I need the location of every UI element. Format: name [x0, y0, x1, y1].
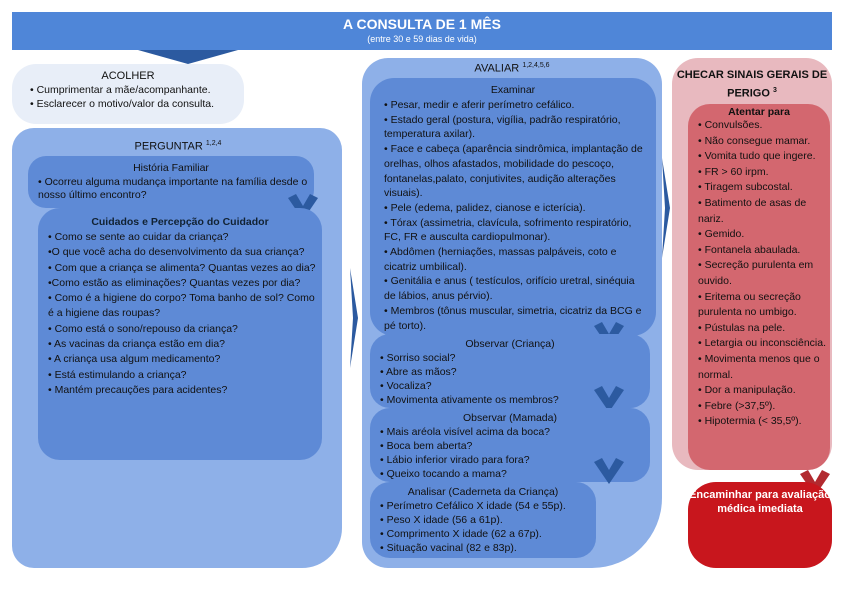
right-arrow-icon — [662, 158, 670, 258]
list-item: • Abre as mãos? — [380, 366, 457, 378]
historia-familiar-box — [28, 156, 314, 208]
list-item: • Fontanela abaulada. — [698, 243, 801, 256]
page-subtitle: (entre 30 e 59 dias de vida) — [367, 34, 477, 44]
list-item: • Vocaliza? — [380, 380, 432, 392]
encaminhar-label: Encaminhar para avaliação médica imediata — [689, 489, 831, 515]
list-item: • Convulsões. — [698, 119, 763, 131]
page-title: A CONSULTA DE 1 MÊS — [343, 16, 501, 32]
list-item: • Febre (>37,5º). — [698, 399, 776, 412]
list-item: • Boca bem aberta? — [380, 440, 473, 452]
list-item: • Mantém precauções para acidentes? — [48, 383, 228, 396]
list-item: • As vacinas da criança estão em dia? — [48, 338, 226, 351]
analisar-title: Analisar (Caderneta da Criança) — [407, 486, 559, 498]
list-item: • Situação vacinal (82 e 83p). — [380, 542, 517, 554]
cuidados-list — [38, 230, 322, 398]
list-item: • Peso X idade (56 a 61p). — [380, 514, 503, 526]
list-item: •O que você acha do desenvolvimento da sua criança? — [48, 246, 305, 259]
cuidados-title: Cuidados e Percepção do Cuidador — [91, 216, 269, 228]
list-item: • Secreção purulenta em ouvido. — [698, 259, 814, 287]
list-item: • Esclarecer o motivo/valor da consulta. — [30, 98, 215, 110]
observar-mamada-title: Observar (Mamada) — [463, 412, 557, 424]
list-item: • Movimenta menos que o normal. — [698, 352, 820, 381]
list-item: • Pele (edema, palidez, cianose e icterícia). — [384, 201, 586, 214]
list-item: • Vomita tudo que ingere. — [698, 150, 816, 163]
list-item: • Está estimulando a criança? — [48, 368, 187, 381]
sinais-list — [688, 118, 830, 430]
list-item: • Como é a higiene do corpo? Toma banho de sol? Como é a higiene das roupas? — [48, 292, 315, 320]
list-item: • Ocorreu alguma mudança importante na família desde o nosso último encontro? — [38, 176, 308, 201]
header-banner — [12, 12, 832, 50]
list-item: • Face e cabeça (aparência sindrômica, implantação de orelhas, olhos afastados, mobilidade do pescoço, fontanelas,palato, conjutivites, audição alterações visuais). — [384, 143, 643, 200]
list-item: • Mais aréola visível acima da boca? — [380, 426, 551, 438]
list-item: • Abdômen (herniações, massas palpáveis, coto e cicatriz umbilical). — [384, 246, 617, 273]
examinar-title: Examinar — [490, 84, 536, 96]
acolher-title: ACOLHER — [101, 70, 155, 82]
list-item: • Genitália e anus ( testículos, orifício uretral, sinéquia de lábios, anus pérvio). — [384, 275, 635, 303]
list-item: • Pústulas na pele. — [698, 321, 786, 334]
sinais-list-box — [688, 104, 830, 470]
historia-title: História Familiar — [133, 162, 209, 174]
list-item: • Batimento de asas de nariz. — [698, 196, 807, 225]
cuidados-box — [38, 208, 322, 460]
right-arrow-icon — [350, 268, 358, 368]
list-item: • Gemido. — [698, 228, 745, 241]
avaliar-title: AVALIAR $^{1,2,4,5,6}$ — [474, 62, 550, 75]
list-item: • Com que a criança se alimenta? Quantas vezes ao dia? — [48, 261, 316, 274]
list-item: • Sorriso social? — [380, 352, 456, 364]
list-item: • FR > 60 irpm. — [698, 165, 769, 178]
list-item: • Membros (tônus muscular, simetria, cicatriz da BCG e pé torto). — [384, 304, 642, 332]
perguntar-title: PERGUNTAR $^{1,2,4}$ — [134, 140, 222, 153]
analisar-box — [370, 482, 596, 558]
sinais-subtitle: Atentar para — [728, 106, 790, 118]
list-item: • Lábio inferior virado para fora? — [380, 454, 530, 466]
list-item: • Estado geral (postura, vigília, padrão respiratório, temperatura axilar). — [384, 113, 621, 141]
acolher-box — [12, 64, 244, 124]
down-arrow-icon — [138, 50, 238, 64]
observar-crianca-title: Observar (Criança) — [465, 338, 555, 350]
acolher-list — [12, 83, 244, 111]
list-item: • Dor a manipulação. — [698, 384, 796, 397]
sinais-title: CHECAR SINAIS GERAIS DE PERIGO $^3$ — [676, 69, 828, 100]
list-item: • Pesar, medir e aferir perímetro cefálico. — [384, 99, 575, 111]
list-item: • Letargia ou inconsciência. — [698, 337, 827, 350]
list-item: • Eritema ou secreção purulenta no umbigo. — [698, 290, 801, 319]
chevron-down-icon — [594, 458, 624, 484]
list-item: • Hipotermia (< 35,5º). — [698, 415, 802, 428]
list-item: • Como se sente ao cuidar da criança? — [48, 231, 229, 243]
analisar-list — [370, 499, 596, 555]
examinar-list — [370, 98, 656, 333]
list-item: • Tiragem subcostal. — [698, 181, 793, 194]
encaminhar-box — [688, 482, 832, 568]
list-item: • Perímetro Cefálico X idade (54 e 55p). — [380, 500, 566, 512]
list-item: • Cumprimentar a mãe/acompanhante. — [30, 84, 211, 96]
examinar-box — [370, 78, 656, 336]
list-item: • Movimenta ativamente os membros? — [380, 394, 559, 406]
list-item: • Não consegue mamar. — [698, 134, 811, 147]
list-item: • A criança usa algum medicamento? — [48, 353, 221, 366]
list-item: • Queixo tocando a mama? — [380, 468, 507, 480]
list-item: •Como estão as eliminações? Quantas vezes por dia? — [48, 276, 301, 289]
list-item: • Tórax (assimetria, clavícula, sofrimento respiratório, FC, FR e ausculta cardiopulmonar). — [384, 216, 632, 244]
list-item: • Como está o sono/repouso da criança? — [48, 322, 238, 335]
list-item: • Comprimento X idade (62 a 67p). — [380, 528, 542, 540]
